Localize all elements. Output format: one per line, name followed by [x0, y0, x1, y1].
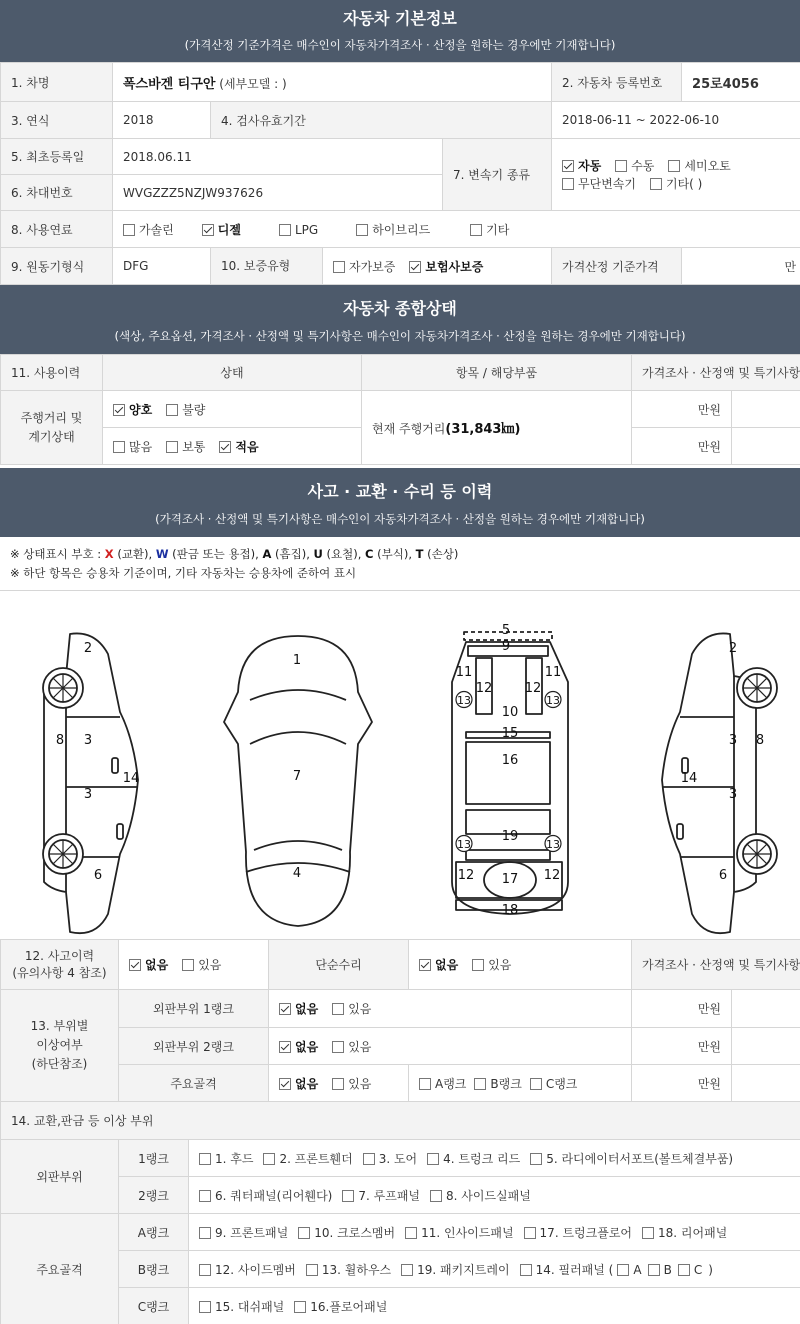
part-status-line-2: 이상여부 — [36, 1038, 83, 1052]
car-name-cell — [113, 63, 552, 102]
legend-w-text: (판금 또는 용접), — [168, 547, 263, 561]
fuel-diesel-label: 디젤 — [217, 222, 241, 237]
frame-price-note[interactable] — [732, 1065, 800, 1102]
col-history: 11. 사용이력 — [1, 355, 103, 391]
part-number-12: 12 — [457, 868, 475, 883]
part-checkbox-ra-2[interactable] — [405, 1227, 417, 1239]
outer-panel-label: 외판부위 — [1, 1140, 119, 1214]
part-checkbox-r1-4[interactable] — [530, 1153, 542, 1165]
legend-notes — [10, 545, 458, 583]
legend-u-text: (요철), — [322, 547, 366, 561]
good-option[interactable] — [113, 401, 152, 418]
frame-rank-options — [409, 1065, 632, 1102]
abnormal-parts-table — [0, 1101, 800, 1324]
part-number-12: 12 — [524, 681, 542, 696]
inspection-label: 4. 검사유효기간 — [211, 102, 552, 139]
rank2-parts — [189, 1177, 800, 1214]
accident-exists-option[interactable] — [182, 956, 221, 973]
trans-manual-checkbox[interactable] — [615, 160, 627, 172]
fuel-gasoline-label: 가솔린 — [139, 222, 174, 237]
part-checkbox-rb-0[interactable] — [199, 1264, 211, 1276]
many-checkbox[interactable] — [113, 441, 125, 453]
part-label-r2-0: 6. 쿼터패널(리어휀다) — [215, 1188, 333, 1203]
part-label-ra-4: 18. 리어패널 — [658, 1225, 728, 1240]
part-option-r2-1[interactable] — [342, 1187, 420, 1204]
part-label-pillar-1: B — [663, 1262, 672, 1277]
part-number-14: 14 — [680, 771, 698, 786]
part-option-rc-1[interactable] — [294, 1298, 387, 1315]
repair-none-checkbox[interactable] — [419, 959, 431, 971]
fuel-lpg-label: LPG — [294, 222, 319, 237]
part-checkbox-rb-1[interactable] — [306, 1264, 318, 1276]
outer2-exists-label: 있음 — [348, 1039, 372, 1054]
good-label: 양호 — [129, 402, 153, 417]
frame-rank-b-label: B랭크 — [490, 1076, 522, 1091]
frame-rank-b-option[interactable] — [474, 1075, 521, 1092]
frame-rank-a-option[interactable] — [419, 1075, 466, 1092]
part-checkbox-rc-1[interactable] — [294, 1301, 306, 1313]
fuel-other-option[interactable] — [470, 221, 509, 238]
rankc-label: C랭크 — [119, 1288, 189, 1324]
fuel-gasoline-checkbox[interactable] — [123, 224, 135, 236]
part-option-r1-0[interactable] — [199, 1150, 253, 1167]
trans-manual-option[interactable] — [615, 157, 654, 175]
warranty-ins-checkbox[interactable] — [409, 261, 421, 273]
part-label-r2-2: 8. 사이드실패널 — [446, 1188, 531, 1203]
part-checkbox-rb-3[interactable] — [520, 1264, 532, 1276]
part-label-pillar-0: A — [633, 1262, 642, 1277]
first-reg-label: 5. 최초등록일 — [1, 139, 113, 175]
part-option-ra-2[interactable] — [405, 1224, 513, 1241]
legend-prefix: ※ 상태표시 부호 : — [10, 547, 105, 561]
repair-none-option[interactable] — [419, 956, 458, 973]
accident-none-label: 없음 — [145, 958, 169, 972]
frame-rank-b-checkbox[interactable] — [474, 1078, 486, 1090]
outer2-exists-option[interactable] — [332, 1038, 371, 1055]
trans-cvt-label: 무단변속기 — [578, 176, 636, 191]
outer2-none-checkbox[interactable] — [279, 1041, 291, 1053]
fuel-hybrid-checkbox[interactable] — [356, 224, 368, 236]
frame-none-checkbox[interactable] — [279, 1078, 291, 1090]
first-reg-value: 2018.06.11 — [113, 139, 443, 175]
part-option-rb-1[interactable] — [306, 1261, 391, 1278]
outer1-none-label: 없음 — [295, 1002, 319, 1016]
fuel-options — [113, 211, 800, 248]
accident-history-title: 12. 사고이력 — [24, 948, 95, 963]
car-name-value: 폭스바겐 티구안 — [123, 76, 216, 92]
frame-rank-a-checkbox[interactable] — [419, 1078, 431, 1090]
mileage-value: (31,843㎞) — [445, 422, 521, 437]
reg-no-value: 25로4056 — [682, 63, 800, 102]
accident-none-checkbox[interactable] — [129, 959, 141, 971]
part-checkbox-r1-3[interactable] — [427, 1153, 439, 1165]
rank1-label: 1랭크 — [119, 1140, 189, 1177]
part-label-r1-4: 5. 라디에이터서포트(볼트체결부품) — [546, 1151, 734, 1166]
engine-value: DFG — [113, 248, 211, 285]
mileage-label: 주행거리 및 계기상태 — [1, 391, 103, 465]
part-label-r1-2: 3. 도어 — [378, 1151, 418, 1166]
legend-x-text: (교환), — [113, 547, 156, 561]
legend-symbols — [10, 545, 458, 564]
fuel-hybrid-option[interactable] — [356, 221, 430, 238]
part-number-16: 16 — [501, 753, 519, 768]
part-option-rc-0[interactable] — [199, 1298, 284, 1315]
part-checkbox-pillar-0[interactable] — [617, 1264, 629, 1276]
car-name-label: 1. 차명 — [1, 63, 113, 102]
part-option-r1-3[interactable] — [427, 1150, 520, 1167]
warranty-self-checkbox[interactable] — [333, 261, 345, 273]
part-number-13: 13 — [457, 838, 471, 851]
part-number-11: 11 — [544, 665, 562, 680]
normal-option[interactable] — [166, 438, 205, 455]
frame-label: 주요골격 — [119, 1065, 269, 1102]
part-number-13: 13 — [457, 694, 471, 707]
frame-none-option[interactable] — [279, 1075, 318, 1092]
accident-history-table — [0, 939, 800, 1102]
col-price: 가격조사 · 산정액 및 특기사항 — [632, 355, 800, 391]
fuel-hybrid-label: 하이브리드 — [372, 222, 431, 237]
part-number-3: 3 — [728, 733, 738, 748]
col-item: 항목 / 해당부품 — [362, 355, 632, 391]
basic-info-banner — [0, 0, 800, 62]
part-number-12: 12 — [475, 681, 493, 696]
mileage-price-note[interactable] — [732, 428, 800, 465]
part-number-14: 14 — [122, 771, 140, 786]
mileage-text: 현재 주행거리 — [372, 422, 446, 436]
fuel-gasoline-option[interactable] — [123, 221, 174, 238]
accident-none-option[interactable] — [129, 956, 168, 973]
accident-title: 사고 · 교환 · 수리 등 이력 — [307, 482, 493, 501]
part-label-rb-3: 14. 필러패널 ( — [535, 1262, 614, 1277]
price-unit: 만 — [682, 248, 800, 285]
price-label: 가격산정 기준가격 — [552, 248, 682, 285]
trans-semi-option[interactable] — [668, 157, 730, 175]
frame-options — [269, 1065, 409, 1102]
condition-price-unit: 만원 — [632, 391, 732, 428]
outer1-none-checkbox[interactable] — [279, 1003, 291, 1015]
notes-divider — [0, 590, 800, 591]
part-number-3: 3 — [728, 787, 738, 802]
part-option-ra-4[interactable] — [642, 1224, 727, 1241]
trans-semi-label: 세미오토 — [684, 158, 731, 173]
simple-repair-options — [409, 940, 632, 990]
outer1-exists-option[interactable] — [332, 1000, 371, 1017]
part-option-r1-1[interactable] — [263, 1150, 352, 1167]
part-label-r2-1: 7. 루프패널 — [358, 1188, 421, 1203]
fuel-other-label: 기타 — [486, 222, 510, 237]
frame-exists-label: 있음 — [348, 1076, 372, 1091]
frame-rank-a-label: A랭크 — [435, 1076, 467, 1091]
rank1-parts — [189, 1140, 800, 1177]
part-number-12: 12 — [543, 868, 561, 883]
part-label-rb-1: 13. 휠하우스 — [321, 1262, 392, 1277]
mileage-cell — [362, 391, 632, 465]
repair-exists-option[interactable] — [472, 956, 511, 973]
rankb-parts — [189, 1251, 800, 1288]
part-label-rb-0: 12. 사이드멤버 — [215, 1262, 296, 1277]
part-checkbox-ra-3[interactable] — [524, 1227, 536, 1239]
accident-history-label — [1, 940, 119, 990]
rank2-label: 2랭크 — [119, 1177, 189, 1214]
trans-cvt-option[interactable] — [562, 175, 636, 193]
main-frame-label: 주요골격 — [1, 1214, 119, 1324]
col-state: 상태 — [103, 355, 362, 391]
warranty-self-label: 자가보증 — [349, 259, 396, 274]
part-label-r1-1: 2. 프론트휀더 — [279, 1151, 353, 1166]
car-parts-diagram — [0, 592, 800, 938]
part-checkbox-r2-1[interactable] — [342, 1190, 354, 1202]
frame-rank-c-option[interactable] — [530, 1075, 578, 1092]
part-number-17: 17 — [501, 872, 519, 887]
accident-banner — [0, 468, 800, 537]
mileage-price-unit: 만원 — [632, 428, 732, 465]
basic-info-subtitle: (가격산정 기준가격은 매수인이 자동차가격조사 · 산정을 원하는 경우에만 기재합니다) — [184, 38, 616, 52]
outer-rank2-options — [269, 1028, 632, 1065]
outer-rank1-options — [269, 990, 632, 1028]
vin-label: 6. 차대번호 — [1, 175, 113, 211]
part-number-19: 19 — [501, 829, 519, 844]
overall-state-banner — [0, 285, 800, 354]
legend-w: W — [155, 547, 169, 561]
normal-checkbox[interactable] — [166, 441, 178, 453]
part-number-18: 18 — [501, 903, 519, 918]
part-option-rb-0[interactable] — [199, 1261, 296, 1278]
accident-exists-checkbox[interactable] — [182, 959, 194, 971]
part-label-rb-2: 19. 패키지트레이 — [417, 1262, 510, 1277]
accident-exists-label: 있음 — [198, 958, 222, 972]
outer1-price-note[interactable] — [732, 990, 800, 1028]
part-number-3: 3 — [83, 733, 93, 748]
good-checkbox[interactable] — [113, 404, 125, 416]
legend-t: T — [415, 547, 424, 561]
vin-value: WVGZZZ5NZJW937626 — [113, 175, 443, 211]
trans-auto-label: 자동 — [578, 158, 602, 173]
part-status-line-1: 13. 부위별 — [30, 1019, 89, 1033]
overall-state-title: 자동차 종합상태 — [343, 299, 457, 318]
part-label-ra-0: 9. 프론트패널 — [215, 1225, 289, 1240]
trans-other-checkbox[interactable] — [650, 178, 662, 190]
trans-auto-option[interactable] — [562, 157, 601, 175]
outer2-exists-checkbox[interactable] — [332, 1041, 344, 1053]
legend-u: U — [313, 547, 323, 561]
outer2-none-option[interactable] — [279, 1038, 318, 1055]
part-number-9: 9 — [501, 639, 511, 654]
trans-cvt-checkbox[interactable] — [562, 178, 574, 190]
overall-state-table — [0, 354, 800, 465]
part-option-rb-3[interactable] — [520, 1261, 614, 1278]
accident-history-options — [119, 940, 269, 990]
pillar-close-paren: ) — [708, 1262, 713, 1277]
bad-option[interactable] — [166, 401, 205, 418]
frame-rank-c-label: C랭크 — [545, 1076, 578, 1091]
bad-label: 불량 — [182, 402, 206, 417]
part-label-r1-0: 1. 후드 — [215, 1151, 254, 1166]
fuel-label: 8. 사용연료 — [1, 211, 113, 248]
fuel-lpg-option[interactable] — [279, 223, 318, 237]
trans-other-option[interactable] — [650, 175, 702, 193]
abnormal-parts-title: 14. 교환,판금 등 이상 부위 — [1, 1102, 800, 1140]
frame-exists-checkbox[interactable] — [332, 1078, 344, 1090]
reg-no-label: 2. 자동차 등록번호 — [552, 63, 682, 102]
outer2-none-label: 없음 — [295, 1039, 319, 1054]
outer1-none-option[interactable] — [279, 1000, 318, 1017]
fuel-lpg-checkbox[interactable] — [279, 224, 291, 236]
part-number-2: 2 — [83, 641, 93, 656]
part-label-ra-2: 11. 인사이드패널 — [421, 1225, 514, 1240]
part-checkbox-rc-0[interactable] — [199, 1301, 211, 1313]
warranty-ins-option[interactable] — [409, 258, 483, 275]
part-checkbox-ra-1[interactable] — [298, 1227, 310, 1239]
part-number-4: 4 — [292, 866, 302, 881]
year-value: 2018 — [113, 102, 211, 139]
outer1-price-unit: 만원 — [632, 990, 732, 1028]
transmission-label: 7. 변속기 종류 — [443, 139, 552, 211]
fuel-other-checkbox[interactable] — [470, 224, 482, 236]
frame-price-unit: 만원 — [632, 1065, 732, 1102]
part-status-label — [1, 990, 119, 1102]
part-option-rb-2[interactable] — [401, 1261, 509, 1278]
part-option-pillar-1[interactable] — [648, 1263, 672, 1277]
frame-rank-c-checkbox[interactable] — [530, 1078, 542, 1090]
year-label: 3. 연식 — [1, 102, 113, 139]
frame-exists-option[interactable] — [332, 1075, 371, 1092]
accident-subtitle: (가격조사 · 산정액 및 특기사항은 매수인이 자동차가격조사 · 산정을 원하는 경우에만 기재합니다) — [155, 512, 645, 526]
part-number-7: 7 — [292, 769, 302, 784]
trans-manual-label: 수동 — [631, 158, 655, 173]
legend-a-text: (흠집), — [271, 547, 314, 561]
outer2-price-note[interactable] — [732, 1028, 800, 1065]
outer1-exists-label: 있음 — [348, 1002, 372, 1016]
condition-cell — [103, 391, 362, 428]
legend-t-text: (손상) — [423, 547, 459, 561]
normal-label: 보통 — [182, 439, 206, 454]
frame-none-label: 없음 — [295, 1076, 319, 1091]
part-option-ra-3[interactable] — [524, 1224, 632, 1241]
part-checkbox-r2-2[interactable] — [430, 1190, 442, 1202]
part-label-r1-3: 4. 트렁크 리드 — [443, 1151, 521, 1166]
trans-auto-checkbox[interactable] — [562, 160, 574, 172]
rankc-parts — [189, 1288, 800, 1324]
part-number-15: 15 — [501, 726, 519, 741]
bad-checkbox[interactable] — [166, 404, 178, 416]
fuel-diesel-option[interactable] — [202, 221, 241, 238]
part-number-11: 11 — [455, 665, 473, 680]
part-number-1: 1 — [292, 653, 302, 668]
part-checkbox-ra-0[interactable] — [199, 1227, 211, 1239]
part-number-8: 8 — [55, 733, 65, 748]
repair-exists-checkbox[interactable] — [472, 959, 484, 971]
inspection-value: 2018-06-11 ~ 2022-06-10 — [552, 102, 800, 139]
part-option-r1-2[interactable] — [363, 1150, 417, 1167]
part-label-rc-0: 15. 대쉬패널 — [215, 1299, 285, 1314]
part-option-r2-0[interactable] — [199, 1187, 332, 1204]
part-number-6: 6 — [93, 868, 103, 883]
overall-state-subtitle: (색상, 주요옵션, 가격조사 · 산정액 및 특기사항은 매수인이 자동차가격조사 · 산정을 원하는 경우에만 기재합니다) — [114, 329, 686, 343]
part-checkbox-pillar-1[interactable] — [648, 1264, 660, 1276]
part-checkbox-ra-4[interactable] — [642, 1227, 654, 1239]
part-number-2: 2 — [728, 641, 738, 656]
warranty-cell — [211, 248, 552, 285]
part-status-line-3: (하단참조) — [31, 1057, 88, 1071]
part-number-10: 10 — [501, 705, 519, 720]
right-side-car — [662, 633, 777, 933]
part-option-pillar-2[interactable] — [678, 1263, 702, 1277]
part-option-r1-4[interactable] — [530, 1150, 733, 1167]
part-number-6: 6 — [718, 868, 728, 883]
repair-exists-label: 있음 — [488, 958, 512, 972]
part-checkbox-pillar-2[interactable] — [678, 1264, 690, 1276]
engine-label: 9. 원동기형식 — [1, 248, 113, 285]
basic-info-table — [0, 62, 800, 285]
part-number-5: 5 — [501, 623, 511, 638]
part-label-ra-1: 10. 크로스멤버 — [314, 1225, 396, 1240]
part-option-ra-1[interactable] — [298, 1224, 395, 1241]
part-label-ra-3: 17. 트렁크플로어 — [539, 1225, 632, 1240]
part-checkbox-r2-0[interactable] — [199, 1190, 211, 1202]
legend-note-2: ※ 하단 항목은 승용차 기준이며, 기타 자동차는 승용차에 준하여 표시 — [10, 566, 357, 580]
history-price-col: 가격조사 · 산정액 및 특기사항 — [632, 940, 800, 990]
legend-c-text: (부식), — [373, 547, 416, 561]
part-label-pillar-2: C — [693, 1262, 703, 1277]
part-number-13: 13 — [546, 838, 560, 851]
part-number-8: 8 — [755, 733, 765, 748]
legend-c: C — [365, 547, 374, 561]
part-number-3: 3 — [83, 787, 93, 802]
accident-history-sub: (유의사항 4 참조) — [12, 965, 107, 980]
outer1-exists-checkbox[interactable] — [332, 1003, 344, 1015]
few-option[interactable] — [219, 438, 258, 455]
few-label: 적음 — [235, 439, 259, 454]
trans-semi-checkbox[interactable] — [668, 160, 680, 172]
part-option-pillar-0[interactable] — [617, 1263, 641, 1277]
part-checkbox-r1-1[interactable] — [263, 1153, 275, 1165]
outer-rank2-label: 외판부위 2랭크 — [119, 1028, 269, 1065]
rankb-label: B랭크 — [119, 1251, 189, 1288]
ranka-label: A랭크 — [119, 1214, 189, 1251]
many-option[interactable] — [113, 438, 152, 455]
part-option-r2-2[interactable] — [430, 1187, 531, 1204]
ranka-parts — [189, 1214, 800, 1251]
trans-other-label: 기타( ) — [666, 176, 703, 191]
many-label: 많음 — [129, 439, 153, 454]
sub-model: (세부모델 : ) — [219, 76, 287, 91]
outer2-price-unit: 만원 — [632, 1028, 732, 1065]
part-number-13: 13 — [546, 694, 560, 707]
part-option-ra-0[interactable] — [199, 1224, 288, 1241]
warranty-label: 10. 보증유형 — [211, 248, 323, 284]
part-label-rc-1: 16.플로어패널 — [310, 1299, 388, 1314]
amount-cell — [103, 428, 362, 465]
transmission-options — [552, 139, 800, 211]
simple-repair-label: 단순수리 — [269, 940, 409, 990]
condition-price-note[interactable] — [732, 391, 800, 428]
few-checkbox[interactable] — [219, 441, 231, 453]
fuel-diesel-checkbox[interactable] — [202, 224, 214, 236]
repair-none-label: 없음 — [435, 958, 459, 972]
basic-info-title: 자동차 기본정보 — [343, 9, 457, 28]
legend-x: X — [104, 547, 114, 561]
warranty-self-option[interactable] — [333, 258, 395, 275]
part-checkbox-r1-0[interactable] — [199, 1153, 211, 1165]
part-checkbox-rb-2[interactable] — [401, 1264, 413, 1276]
part-checkbox-r1-2[interactable] — [363, 1153, 375, 1165]
warranty-ins-label: 보험사보증 — [425, 259, 484, 274]
legend-a: A — [262, 547, 272, 561]
outer-rank1-label: 외판부위 1랭크 — [119, 990, 269, 1028]
